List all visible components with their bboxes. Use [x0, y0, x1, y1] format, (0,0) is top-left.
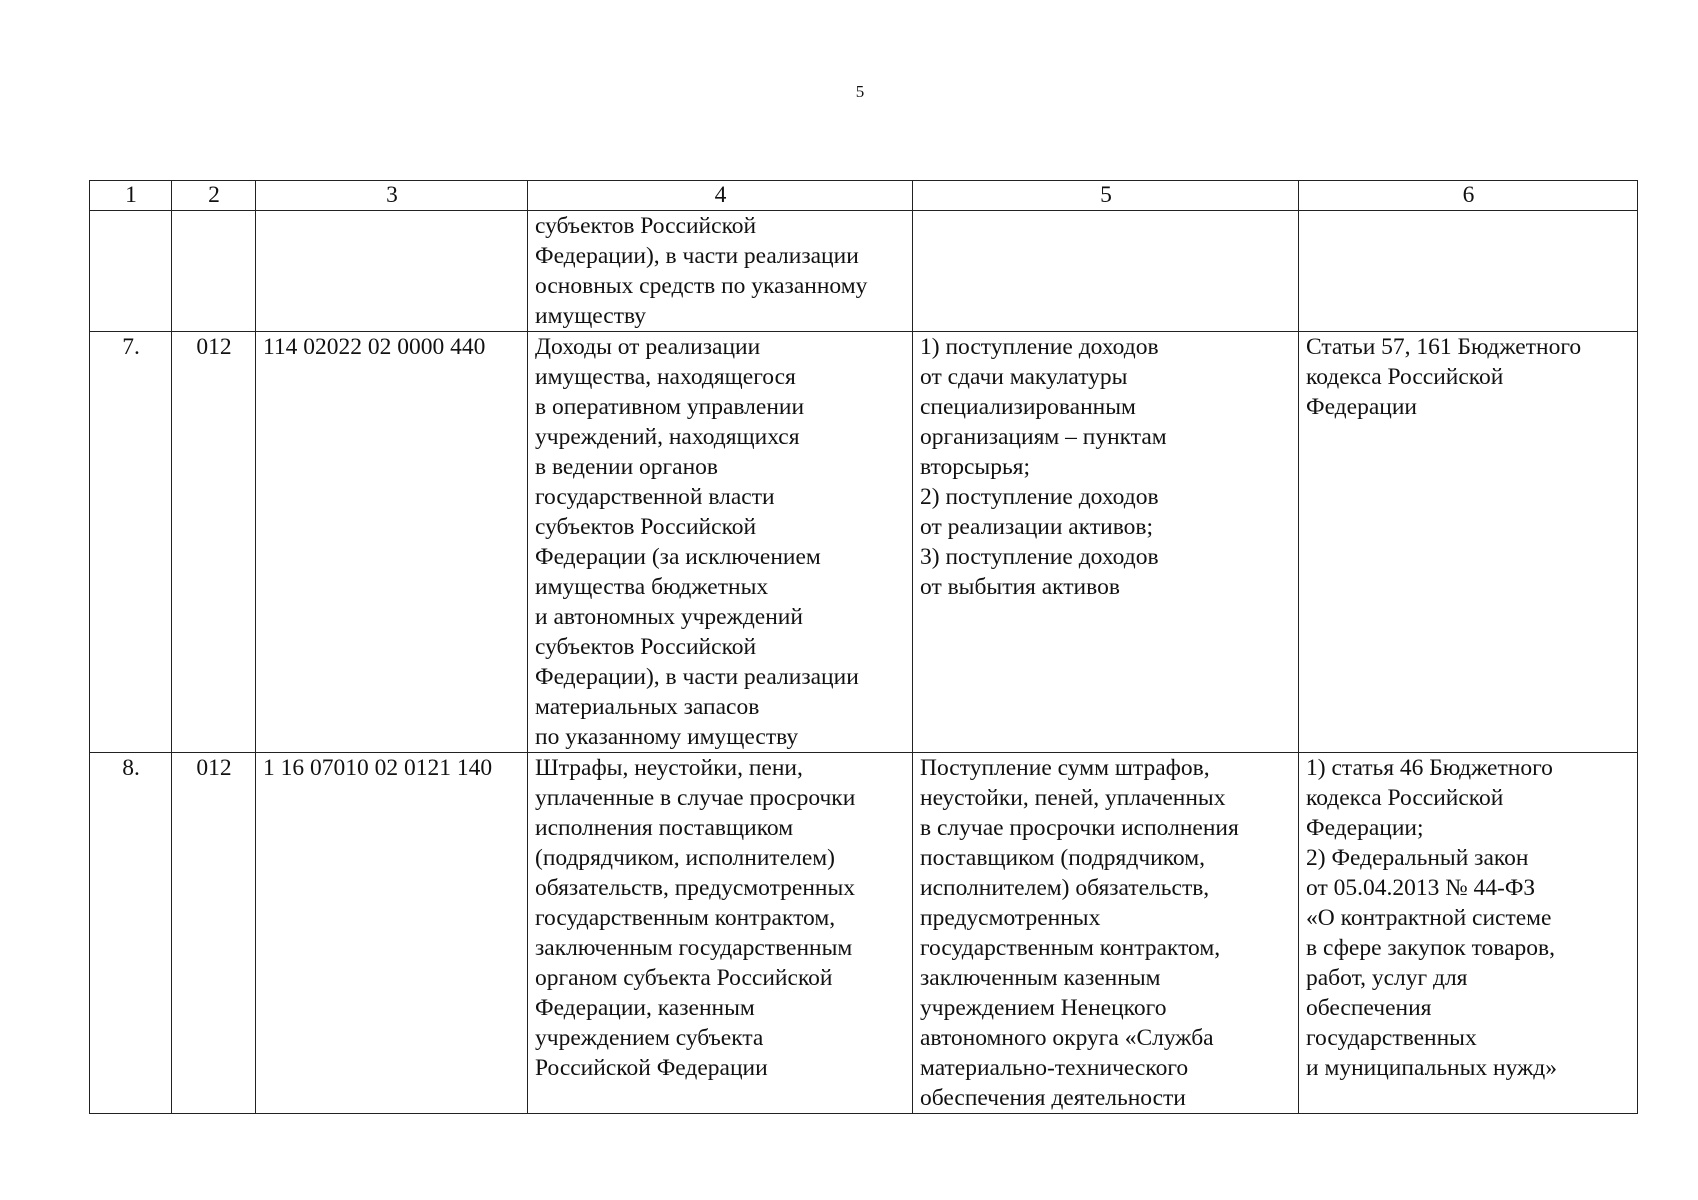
text-line: исполнения поставщиком [535, 815, 794, 841]
text-line: в ведении органов [535, 454, 719, 480]
text-line: в сфере закупок товаров, [1306, 935, 1555, 961]
text-line: Доходы от реализации [535, 334, 761, 360]
text-line: 2) поступление доходов [920, 484, 1159, 510]
text-line: учреждением субъекта [535, 1025, 764, 1051]
revenue-table [89, 180, 1638, 1114]
revenue-name-cell [528, 332, 913, 753]
text-line: заключенным государственным [535, 935, 853, 961]
text-line: Федерации [1306, 394, 1417, 420]
revenue-name-lines [535, 753, 906, 1083]
admin-code-cell: 012 [172, 332, 256, 753]
text-line: обеспечения [1306, 995, 1432, 1021]
revenue-description-cell [913, 211, 1299, 332]
text-line: 1) поступление доходов [920, 334, 1159, 360]
text-line: в случае просрочки исполнения [920, 815, 1239, 841]
row-number-cell: 7. [90, 332, 172, 753]
text-line: государственной власти [535, 484, 775, 510]
revenue-name-lines [535, 332, 906, 752]
text-line: субъектов Российской [535, 634, 757, 660]
text-line: организациям – пунктам [920, 424, 1167, 450]
header-col-4: 4 [528, 181, 913, 211]
legal-basis-lines [1306, 753, 1631, 1083]
text-line: Федерации), в части реализации [535, 243, 859, 269]
text-line: Федерации), в части реализации [535, 664, 859, 690]
row-number-cell: 8. [90, 753, 172, 1114]
text-line: «О контрактной системе [1306, 905, 1552, 931]
text-line: от 05.04.2013 № 44-ФЗ [1306, 875, 1536, 901]
row-number-cell [90, 211, 172, 332]
revenue-description-cell [913, 753, 1299, 1114]
text-line: и муниципальных нужд» [1306, 1055, 1557, 1081]
text-line: Федерации, казенным [535, 995, 755, 1021]
text-line: материально-технического [920, 1055, 1189, 1081]
text-line: государственных [1306, 1025, 1477, 1051]
text-line: 3) поступление доходов [920, 544, 1159, 570]
legal-basis-cell [1299, 753, 1638, 1114]
text-line: от сдачи макулатуры [920, 364, 1128, 390]
text-line: и автономных учреждений [535, 604, 803, 630]
revenue-name-cell [528, 211, 913, 332]
revenue-name-lines [535, 211, 906, 331]
revenue-code-cell: 114 02022 02 0000 440 [256, 332, 528, 753]
revenue-code-cell: 1 16 07010 02 0121 140 [256, 753, 528, 1114]
text-line: от выбытия активов [920, 574, 1120, 600]
admin-code-cell: 012 [172, 753, 256, 1114]
text-line: субъектов Российской [535, 514, 757, 540]
text-line: основных средств по указанному [535, 273, 868, 299]
text-line: специализированным [920, 394, 1136, 420]
text-line: Федерации (за исключением [535, 544, 821, 570]
text-line: в оперативном управлении [535, 394, 805, 420]
text-line: имущества бюджетных [535, 574, 769, 600]
text-line: обязательств, предусмотренных [535, 875, 856, 901]
header-col-6: 6 [1299, 181, 1638, 211]
text-line: работ, услуг для [1306, 965, 1468, 991]
header-row [90, 181, 1638, 211]
legal-basis-cell [1299, 211, 1638, 332]
table-row-7 [90, 332, 1638, 753]
text-line: неустойки, пеней, уплаченных [920, 785, 1226, 811]
text-line: Российской Федерации [535, 1055, 768, 1081]
text-line: материальных запасов [535, 694, 760, 720]
text-line: учреждением Ненецкого [920, 995, 1167, 1021]
text-line: 2) Федеральный закон [1306, 845, 1529, 871]
text-line: Статьи 57, 161 Бюджетного [1306, 334, 1582, 360]
text-line: Штрафы, неустойки, пени, [535, 755, 803, 781]
text-line: учреждений, находящихся [535, 424, 800, 450]
text-line: государственным контрактом, [920, 935, 1221, 961]
admin-code-cell [172, 211, 256, 332]
text-line: заключенным казенным [920, 965, 1161, 991]
text-line: автономного округа «Служба [920, 1025, 1214, 1051]
revenue-description-lines [920, 332, 1292, 602]
revenue-description-lines [920, 753, 1292, 1113]
page-number: 5 [855, 82, 865, 101]
text-line: предусмотренных [920, 905, 1101, 931]
header-col-1: 1 [90, 181, 172, 211]
text-line: органом субъекта Российской [535, 965, 833, 991]
revenue-description-cell [913, 332, 1299, 753]
text-line: 1) статья 46 Бюджетного [1306, 755, 1553, 781]
text-line: от реализации активов; [920, 514, 1154, 540]
text-line: вторсырья; [920, 454, 1030, 480]
text-line: государственным контрактом, [535, 905, 836, 931]
table-row-8 [90, 753, 1638, 1114]
text-line: по указанному имуществу [535, 724, 799, 750]
revenue-code-cell [256, 211, 528, 332]
table-row-continuation [90, 211, 1638, 332]
legal-basis-cell [1299, 332, 1638, 753]
text-line: кодекса Российской [1306, 785, 1504, 811]
header-col-5: 5 [913, 181, 1299, 211]
revenue-name-cell [528, 753, 913, 1114]
text-line: Федерации; [1306, 815, 1424, 841]
text-line: кодекса Российской [1306, 364, 1504, 390]
text-line: имущества, находящегося [535, 364, 796, 390]
header-col-3: 3 [256, 181, 528, 211]
legal-basis-lines [1306, 332, 1631, 422]
text-line: имуществу [535, 303, 647, 329]
text-line: (подрядчиком, исполнителем) [535, 845, 835, 871]
text-line: обеспечения деятельности [920, 1085, 1186, 1111]
text-line: субъектов Российской [535, 213, 757, 239]
text-line: исполнителем) обязательств, [920, 875, 1210, 901]
text-line: поставщиком (подрядчиком, [920, 845, 1205, 871]
text-line: уплаченные в случае просрочки [535, 785, 856, 811]
text-line: Поступление сумм штрафов, [920, 755, 1210, 781]
header-col-2: 2 [172, 181, 256, 211]
